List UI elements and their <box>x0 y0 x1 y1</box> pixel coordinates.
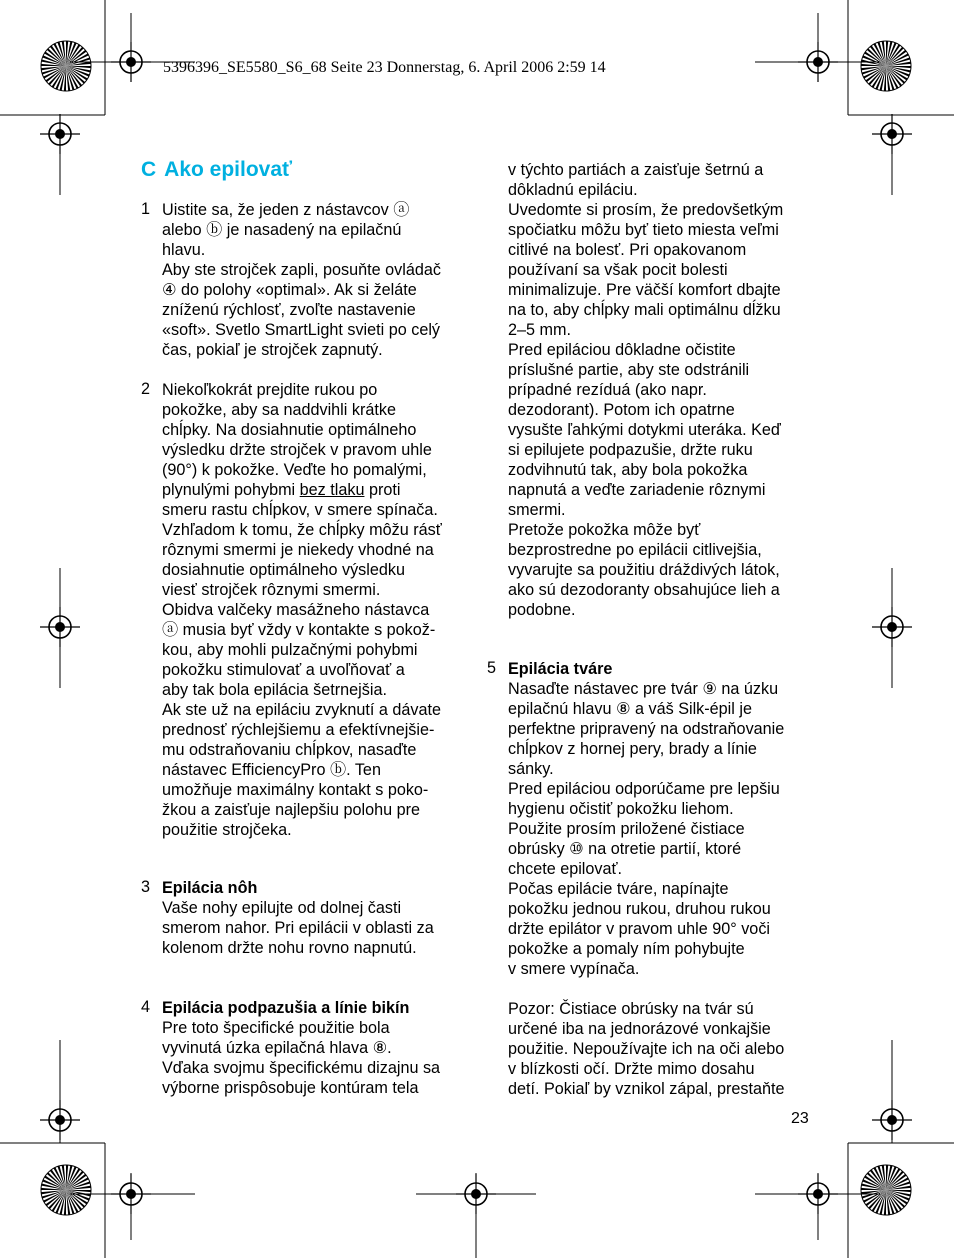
page-number: 23 <box>791 1110 809 1127</box>
continuation-text <box>508 160 783 620</box>
item-3-text <box>162 878 434 958</box>
text-line: pokožku jednou rukou, druhou rukou <box>508 900 771 918</box>
text-line: 2–5 mm. <box>508 321 571 339</box>
item-heading: Epilácia podpazušia a línie bikín <box>162 999 410 1017</box>
text-line: použitie strojčeka. <box>162 821 292 839</box>
text-line: prípadné rezíduá (ako napr. <box>508 381 707 399</box>
text-line: žkou a zaisťuje najlepšiu polohu pre <box>162 801 421 819</box>
text-line: kou, aby mohli pulzačnými pohybmi <box>162 641 418 659</box>
text-line: pokožke a pomaly ním pohybujte <box>508 940 745 958</box>
starburst-target-icon <box>41 1165 91 1215</box>
text-line: Vaše nohy epilujte od dolnej časti <box>162 899 402 917</box>
item-5-text <box>508 659 784 1099</box>
text-line: dosiahnutie optimálneho výsledku <box>162 561 405 579</box>
text-line: (90°) k pokožke. Veďte ho pomalými, <box>162 461 427 479</box>
text-line: držte epilátor v pravom uhle 90° voči <box>508 920 771 938</box>
text-line: hygienu očistiť pokožku liehom. <box>508 800 734 818</box>
text-line: dezodorant). Potom ich opatrne <box>508 401 735 419</box>
blank-line <box>508 979 784 999</box>
item-number-3: 3 <box>141 878 151 896</box>
warning-line: určené iba na jednorázové vonkajšie <box>508 1020 771 1038</box>
warning-line: detí. Pokiaľ by vznikol zápal, prestaňte <box>508 1080 785 1098</box>
text-line: používaní sa však pocit bolesti <box>508 261 728 279</box>
warning-line: použitie. Nepoužívajte ich na oči alebo <box>508 1040 785 1058</box>
text-line: hlavu. <box>162 241 206 259</box>
section-title <box>141 158 292 182</box>
item-1-text <box>162 200 441 360</box>
text-line: si epilujete podpazušie, držte ruku <box>508 441 753 459</box>
text-line: príslušné partie, aby ste odstránili <box>508 361 750 379</box>
text-line: Vzhľadom k tomu, že chĺpky môžu rásť <box>162 521 442 539</box>
text-line: chĺpky. Na dosiahnutie optimálneho <box>162 421 417 439</box>
text-line: Pre toto špecifické použitie bola <box>162 1019 390 1037</box>
item-number-1: 1 <box>141 200 151 218</box>
text-line: spočiatku môžu byť tieto miesta veľmi <box>508 221 779 239</box>
text-line: výborne prispôsobuje kontúram tela <box>162 1079 419 1097</box>
text-line: Použite prosím priložené čistiace <box>508 820 745 838</box>
text-line: Pretože pokožka môže byť <box>508 521 701 539</box>
text-line: zodvihnutú tak, aby bola pokožka <box>508 461 748 479</box>
text-line: smerom nahor. Pri epilácii v oblasti za <box>162 919 434 937</box>
text-line: nástavec EfficiencyPro ⓑ. Ten <box>162 761 381 779</box>
starburst-target-icon <box>861 41 911 91</box>
text-line: kolenom držte nohu rovno napnutú. <box>162 939 417 957</box>
text-line: aby tak bola epilácia šetrnejšia. <box>162 681 387 699</box>
text-line: Niekoľkokrát prejdite rukou po <box>162 381 378 399</box>
text-line: perfektne pripravený na odstraňovanie <box>508 720 785 738</box>
text-line: Nasaďte nástavec pre tvár ⑨ na úzku <box>508 680 779 698</box>
text-line: epilačnú hlavu ⑧ a váš Silk-épil je <box>508 700 752 718</box>
text-line: pokožke, aby sa naddvihli krátke <box>162 401 396 419</box>
text-line: «soft». Svetlo SmartLight svieti po celý <box>162 321 441 339</box>
text-line: napnutá a veďte zariadenie rôznymi <box>508 481 766 499</box>
text-line: Vďaka svojmu špecifickému dizajnu sa <box>162 1059 441 1077</box>
text-line: mu odstraňovaniu chĺpkov, nasaďte <box>162 741 417 759</box>
text-line: zníženú rýchlosť, zvoľte nastavenie <box>162 301 416 319</box>
text-line: Ak ste už na epiláciu zvyknutí a dávate <box>162 701 441 719</box>
text-line: podobne. <box>508 601 576 619</box>
text-line: prednosť rýchlejšiemu a efektívnejšie- <box>162 721 435 739</box>
text-line-underlined <box>162 480 442 500</box>
item-number-2: 2 <box>141 380 151 398</box>
text-line: umožňuje maximálny kontakt s poko- <box>162 781 429 799</box>
item-heading: Epilácia tváre <box>508 660 613 678</box>
text-line: sánky. <box>508 760 554 778</box>
text-line: Počas epilácie tváre, napínajte <box>508 880 729 898</box>
text-line: Uvedomte si prosím, že predovšetkým <box>508 201 784 219</box>
text-line: smermi. <box>508 501 566 519</box>
text-line: vyvinutá úzka epilačná hlava ⑧. <box>162 1039 392 1057</box>
text-line: dôkladnú epiláciu. <box>508 181 638 199</box>
text-line: smeru rastu chĺpkov, v smere spínača. <box>162 501 438 519</box>
text-line: ⓐ musia byť vždy v kontakte s pokož- <box>162 621 436 639</box>
item-heading: Epilácia nôh <box>162 879 258 897</box>
text-line: bezprostredne po epilácii citlivejšia, <box>508 541 762 559</box>
item-number-5: 5 <box>487 659 497 677</box>
item-number-4: 4 <box>141 998 151 1016</box>
text-line: Obidva valčeky masážneho nástavca <box>162 601 430 619</box>
text-line: ④ do polohy «optimal». Ak si želáte <box>162 281 417 299</box>
text-line: pokožku stimulovať a uvoľňovať a <box>162 661 405 679</box>
section-title-text: Ako epilovať <box>164 158 293 181</box>
text-line: vyvarujte sa použitiu dráždivých látok, <box>508 561 780 579</box>
text-line: Pred epiláciou dôkladne očistite <box>508 341 736 359</box>
text-line: na to, aby chĺpky mali optimálnu dĺžku <box>508 301 781 319</box>
underlined-emphasis: bez tlaku <box>299 481 365 499</box>
print-slug-header: 5396396_SE5580_S6_68 Seite 23 Donnerstag, 6. April 2006 2:59 14 <box>163 59 606 76</box>
text-line: Uistite sa, že jeden z nástavcov ⓐ <box>162 201 410 219</box>
text-line: Pred epiláciou odporúčame pre lepšiu <box>508 780 780 798</box>
text-line: alebo ⓑ je nasadený na epilačnú <box>162 221 402 239</box>
item-4-text <box>162 998 440 1098</box>
text-line: ako sú dezodoranty obsahujúce lieh a <box>508 581 780 599</box>
text-line: čas, pokiaľ je strojček zapnutý. <box>162 341 383 359</box>
text-line: výsledku držte strojček v pravom uhle <box>162 441 432 459</box>
warning-line: Pozor: Čistiace obrúsky na tvár sú <box>508 1000 754 1018</box>
text-line: obrúsky ⑩ na otretie partií, ktoré <box>508 840 742 858</box>
text-line: Aby ste strojček zapli, posuňte ovládač <box>162 261 441 279</box>
text-line: v smere vypínača. <box>508 960 640 978</box>
item-2-text <box>162 380 442 840</box>
text-line: viesť strojček rôznymi smermi. <box>162 581 381 599</box>
text-line: v týchto partiách a zaisťuje šetrnú a <box>508 161 764 179</box>
warning-line: v blízkosti očí. Držte mimo dosahu <box>508 1060 755 1078</box>
text-line: citlivé na bolesť. Pri opakovanom <box>508 241 747 259</box>
text-span: plynulými pohybmi <box>162 481 300 499</box>
text-line: rôznymi smermi je niekedy vhodné na <box>162 541 434 559</box>
text-line: chcete epilovať. <box>508 860 623 878</box>
starburst-target-icon <box>41 41 91 91</box>
text-line: vysušte ľahkými dotykmi uteráka. Keď <box>508 421 781 439</box>
text-line: minimalizuje. Pre väčší komfort dbajte <box>508 281 781 299</box>
text-span: proti <box>364 481 401 499</box>
section-letter: C <box>141 158 157 181</box>
starburst-target-icon <box>861 1165 911 1215</box>
text-line: chĺpkov z hornej pery, brady a línie <box>508 740 757 758</box>
